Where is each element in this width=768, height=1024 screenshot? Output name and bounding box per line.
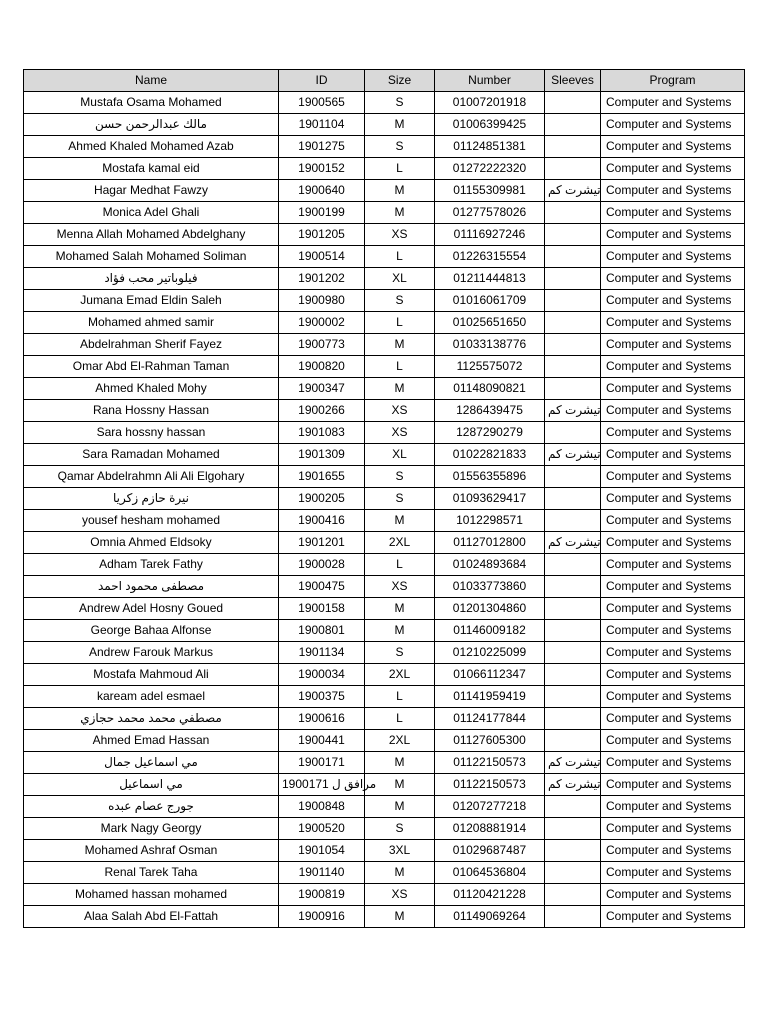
id-cell: 1901201 — [279, 532, 365, 554]
sleeves-cell — [545, 686, 601, 708]
number-cell: 01033138776 — [435, 334, 545, 356]
header-id: ID — [279, 70, 365, 92]
table-row — [24, 422, 745, 444]
sleeves-cell — [545, 598, 601, 620]
id-cell: 1900002 — [279, 312, 365, 334]
size-cell: XS — [365, 400, 435, 422]
name-cell: Ahmed Emad Hassan — [24, 730, 279, 752]
table-row — [24, 510, 745, 532]
size-cell: M — [365, 796, 435, 818]
id-cell: 1900375 — [279, 686, 365, 708]
sleeves-cell — [545, 466, 601, 488]
number-cell: 01148090821 — [435, 378, 545, 400]
program-cell: Computer and Systems — [601, 136, 745, 158]
id-cell: 1901140 — [279, 862, 365, 884]
table-row — [24, 136, 745, 158]
program-cell: Computer and Systems — [601, 92, 745, 114]
program-cell: Computer and Systems — [601, 202, 745, 224]
table-row — [24, 444, 745, 466]
name-cell: Sara Ramadan Mohamed — [24, 444, 279, 466]
number-cell: 01029687487 — [435, 840, 545, 862]
table-row — [24, 752, 745, 774]
name-cell: Mark Nagy Georgy — [24, 818, 279, 840]
id-cell: 1900640 — [279, 180, 365, 202]
table-row — [24, 114, 745, 136]
name-cell: Sara hossny hassan — [24, 422, 279, 444]
table-row — [24, 246, 745, 268]
number-cell: 01007201918 — [435, 92, 545, 114]
number-cell: 01272222320 — [435, 158, 545, 180]
size-cell: XS — [365, 422, 435, 444]
sleeves-cell — [545, 642, 601, 664]
program-cell: Computer and Systems — [601, 510, 745, 532]
sleeves-cell — [545, 290, 601, 312]
sleeves-cell — [545, 730, 601, 752]
name-cell: نيرة حازم زكريا — [24, 488, 279, 510]
size-cell: M — [365, 774, 435, 796]
sleeves-cell — [545, 202, 601, 224]
id-cell: 1900034 — [279, 664, 365, 686]
name-cell: Qamar Abdelrahmn Ali Ali Elgohary — [24, 466, 279, 488]
id-cell: 1901134 — [279, 642, 365, 664]
number-cell: 01127012800 — [435, 532, 545, 554]
sleeves-cell — [545, 356, 601, 378]
id-cell: 1900980 — [279, 290, 365, 312]
id-cell: 1900520 — [279, 818, 365, 840]
name-cell: فيلوباتير محب فؤاد — [24, 268, 279, 290]
size-cell: M — [365, 752, 435, 774]
program-cell: Computer and Systems — [601, 796, 745, 818]
size-cell: M — [365, 510, 435, 532]
program-cell: Computer and Systems — [601, 444, 745, 466]
program-cell: Computer and Systems — [601, 422, 745, 444]
sleeves-cell — [545, 862, 601, 884]
table-row — [24, 906, 745, 928]
number-cell: 01141959419 — [435, 686, 545, 708]
table-row — [24, 378, 745, 400]
table-row — [24, 488, 745, 510]
sleeves-cell — [545, 620, 601, 642]
size-cell: XS — [365, 884, 435, 906]
table-row — [24, 884, 745, 906]
program-cell: Computer and Systems — [601, 862, 745, 884]
id-cell: 1900848 — [279, 796, 365, 818]
number-cell: 01116927246 — [435, 224, 545, 246]
id-cell: 1900347 — [279, 378, 365, 400]
sleeves-cell: تيشرت كم — [545, 532, 601, 554]
program-cell: Computer and Systems — [601, 664, 745, 686]
sleeves-cell — [545, 796, 601, 818]
table-row — [24, 224, 745, 246]
size-cell: S — [365, 466, 435, 488]
number-cell: 01120421228 — [435, 884, 545, 906]
table-row — [24, 466, 745, 488]
id-cell: 1900514 — [279, 246, 365, 268]
size-cell: S — [365, 642, 435, 664]
size-cell: L — [365, 686, 435, 708]
sleeves-cell — [545, 554, 601, 576]
id-cell: 1900819 — [279, 884, 365, 906]
id-cell: 1901104 — [279, 114, 365, 136]
program-cell: Computer and Systems — [601, 774, 745, 796]
program-cell: Computer and Systems — [601, 488, 745, 510]
sleeves-cell — [545, 510, 601, 532]
size-cell: L — [365, 158, 435, 180]
number-cell: 01022821833 — [435, 444, 545, 466]
size-cell: L — [365, 246, 435, 268]
table-body — [24, 92, 745, 928]
table-row — [24, 774, 745, 796]
table-row — [24, 92, 745, 114]
number-cell: 01064536804 — [435, 862, 545, 884]
name-cell: Mustafa Osama Mohamed — [24, 92, 279, 114]
name-cell: kaream adel esmael — [24, 686, 279, 708]
id-cell: 1900916 — [279, 906, 365, 928]
program-cell: Computer and Systems — [601, 224, 745, 246]
number-cell: 01211444813 — [435, 268, 545, 290]
id-cell: 1900158 — [279, 598, 365, 620]
size-cell: 2XL — [365, 730, 435, 752]
name-cell: Menna Allah Mohamed Abdelghany — [24, 224, 279, 246]
table-row — [24, 356, 745, 378]
program-cell: Computer and Systems — [601, 730, 745, 752]
program-cell: Computer and Systems — [601, 840, 745, 862]
number-cell: 01016061709 — [435, 290, 545, 312]
sleeves-cell — [545, 664, 601, 686]
sleeves-cell: تيشرت كم — [545, 774, 601, 796]
sleeves-cell: تيشرت كم — [545, 444, 601, 466]
number-cell: 01127605300 — [435, 730, 545, 752]
size-cell: XL — [365, 268, 435, 290]
table-row — [24, 290, 745, 312]
id-cell: 1900565 — [279, 92, 365, 114]
id-cell: 1901309 — [279, 444, 365, 466]
name-cell: Andrew Farouk Markus — [24, 642, 279, 664]
number-cell: 01066112347 — [435, 664, 545, 686]
id-cell: 1900266 — [279, 400, 365, 422]
number-cell: 01207277218 — [435, 796, 545, 818]
table-row — [24, 796, 745, 818]
program-cell: Computer and Systems — [601, 180, 745, 202]
number-cell: 01146009182 — [435, 620, 545, 642]
size-cell: S — [365, 290, 435, 312]
name-cell: مالك عبدالرحمن حسن — [24, 114, 279, 136]
number-cell: 01093629417 — [435, 488, 545, 510]
sleeves-cell — [545, 224, 601, 246]
program-cell: Computer and Systems — [601, 334, 745, 356]
name-cell: Rana Hossny Hassan — [24, 400, 279, 422]
table-row — [24, 202, 745, 224]
table-row — [24, 686, 745, 708]
sleeves-cell — [545, 334, 601, 356]
number-cell: 01155309981 — [435, 180, 545, 202]
name-cell: Mohamed ahmed samir — [24, 312, 279, 334]
size-cell: 3XL — [365, 840, 435, 862]
name-cell: مي اسماعيل جمال — [24, 752, 279, 774]
program-cell: Computer and Systems — [601, 620, 745, 642]
sleeves-cell — [545, 708, 601, 730]
name-cell: Mostafa Mahmoud Ali — [24, 664, 279, 686]
name-cell: Andrew Adel Hosny Goued — [24, 598, 279, 620]
table-row — [24, 708, 745, 730]
id-cell: 1900152 — [279, 158, 365, 180]
program-cell: Computer and Systems — [601, 554, 745, 576]
size-cell: XS — [365, 576, 435, 598]
sleeves-cell: تيشرت كم — [545, 752, 601, 774]
table-row — [24, 268, 745, 290]
sleeves-cell — [545, 576, 601, 598]
number-cell: 01122150573 — [435, 774, 545, 796]
table-row — [24, 180, 745, 202]
program-cell: Computer and Systems — [601, 268, 745, 290]
number-cell: 1286439475 — [435, 400, 545, 422]
program-cell: Computer and Systems — [601, 598, 745, 620]
id-cell: 1900441 — [279, 730, 365, 752]
id-cell: 1900616 — [279, 708, 365, 730]
table-row — [24, 642, 745, 664]
name-cell: جورج عصام عبده — [24, 796, 279, 818]
table-row — [24, 818, 745, 840]
program-cell: Computer and Systems — [601, 290, 745, 312]
sleeves-cell — [545, 246, 601, 268]
name-cell: Renal Tarek Taha — [24, 862, 279, 884]
number-cell: 1125575072 — [435, 356, 545, 378]
id-cell: 1900475 — [279, 576, 365, 598]
number-cell: 01033773860 — [435, 576, 545, 598]
id-cell: 1901083 — [279, 422, 365, 444]
table-row — [24, 334, 745, 356]
id-cell: 1900205 — [279, 488, 365, 510]
name-cell: Omar Abd El-Rahman Taman — [24, 356, 279, 378]
size-cell: M — [365, 906, 435, 928]
sleeves-cell — [545, 158, 601, 180]
size-cell: 2XL — [365, 532, 435, 554]
size-cell: L — [365, 356, 435, 378]
header-name: Name — [24, 70, 279, 92]
sleeves-cell: تيشرت كم — [545, 400, 601, 422]
size-cell: M — [365, 378, 435, 400]
sleeves-cell — [545, 818, 601, 840]
number-cell: 01024893684 — [435, 554, 545, 576]
size-cell: S — [365, 488, 435, 510]
number-cell: 01201304860 — [435, 598, 545, 620]
name-cell: Mostafa kamal eid — [24, 158, 279, 180]
header-size: Size — [365, 70, 435, 92]
size-cell: L — [365, 312, 435, 334]
number-cell: 01149069264 — [435, 906, 545, 928]
sleeves-cell — [545, 378, 601, 400]
table-row — [24, 730, 745, 752]
sleeves-cell — [545, 114, 601, 136]
table-row — [24, 664, 745, 686]
id-cell: 1901054 — [279, 840, 365, 862]
name-cell: yousef hesham mohamed — [24, 510, 279, 532]
program-cell: Computer and Systems — [601, 114, 745, 136]
program-cell: Computer and Systems — [601, 818, 745, 840]
name-cell: Omnia Ahmed Eldsoky — [24, 532, 279, 554]
program-cell: Computer and Systems — [601, 752, 745, 774]
size-cell: M — [365, 620, 435, 642]
program-cell: Computer and Systems — [601, 400, 745, 422]
id-cell: مرافق ل 1900171 — [279, 774, 365, 796]
size-cell: M — [365, 114, 435, 136]
id-cell: 1901275 — [279, 136, 365, 158]
program-cell: Computer and Systems — [601, 356, 745, 378]
number-cell: 01006399425 — [435, 114, 545, 136]
size-cell: M — [365, 598, 435, 620]
number-cell: 01124177844 — [435, 708, 545, 730]
header-number: Number — [435, 70, 545, 92]
number-cell: 1012298571 — [435, 510, 545, 532]
table-row — [24, 576, 745, 598]
program-cell: Computer and Systems — [601, 906, 745, 928]
id-cell: 1900801 — [279, 620, 365, 642]
table-row — [24, 532, 745, 554]
name-cell: Mohamed hassan mohamed — [24, 884, 279, 906]
number-cell: 01124851381 — [435, 136, 545, 158]
table-row — [24, 598, 745, 620]
table-row — [24, 554, 745, 576]
name-cell: Monica Adel Ghali — [24, 202, 279, 224]
number-cell: 01210225099 — [435, 642, 545, 664]
program-cell: Computer and Systems — [601, 708, 745, 730]
size-cell: XL — [365, 444, 435, 466]
sleeves-cell — [545, 136, 601, 158]
program-cell: Computer and Systems — [601, 466, 745, 488]
id-cell: 1901205 — [279, 224, 365, 246]
table-row — [24, 862, 745, 884]
number-cell: 1287290279 — [435, 422, 545, 444]
name-cell: Alaa Salah Abd El-Fattah — [24, 906, 279, 928]
id-cell: 1900199 — [279, 202, 365, 224]
size-cell: S — [365, 92, 435, 114]
name-cell: Ahmed Khaled Mohamed Azab — [24, 136, 279, 158]
name-cell: Hagar Medhat Fawzy — [24, 180, 279, 202]
size-cell: M — [365, 202, 435, 224]
program-cell: Computer and Systems — [601, 642, 745, 664]
name-cell: مصطفى محمود احمد — [24, 576, 279, 598]
sleeves-cell — [545, 312, 601, 334]
name-cell: Mohamed Ashraf Osman — [24, 840, 279, 862]
program-cell: Computer and Systems — [601, 686, 745, 708]
id-cell: 1901655 — [279, 466, 365, 488]
number-cell: 01226315554 — [435, 246, 545, 268]
size-cell: S — [365, 136, 435, 158]
size-cell: XS — [365, 224, 435, 246]
name-cell: Jumana Emad Eldin Saleh — [24, 290, 279, 312]
table-row — [24, 840, 745, 862]
sleeves-cell — [545, 268, 601, 290]
sleeves-cell — [545, 488, 601, 510]
size-cell: S — [365, 818, 435, 840]
id-cell: 1900773 — [279, 334, 365, 356]
sleeves-cell — [545, 422, 601, 444]
size-cell: M — [365, 180, 435, 202]
table-row — [24, 312, 745, 334]
table-row — [24, 620, 745, 642]
table-row — [24, 158, 745, 180]
number-cell: 01208881914 — [435, 818, 545, 840]
number-cell: 01025651650 — [435, 312, 545, 334]
program-cell: Computer and Systems — [601, 158, 745, 180]
name-cell: Mohamed Salah Mohamed Soliman — [24, 246, 279, 268]
table-row — [24, 400, 745, 422]
program-cell: Computer and Systems — [601, 576, 745, 598]
name-cell: مي اسماعيل — [24, 774, 279, 796]
id-cell: 1900416 — [279, 510, 365, 532]
name-cell: Abdelrahman Sherif Fayez — [24, 334, 279, 356]
number-cell: 01556355896 — [435, 466, 545, 488]
size-cell: L — [365, 708, 435, 730]
id-cell: 1900820 — [279, 356, 365, 378]
name-cell: George Bahaa Alfonse — [24, 620, 279, 642]
name-cell: Adham Tarek Fathy — [24, 554, 279, 576]
sleeves-cell — [545, 906, 601, 928]
name-cell: مصطفي محمد محمد حجازي — [24, 708, 279, 730]
number-cell: 01122150573 — [435, 752, 545, 774]
program-cell: Computer and Systems — [601, 378, 745, 400]
program-cell: Computer and Systems — [601, 246, 745, 268]
id-cell: 1900028 — [279, 554, 365, 576]
size-cell: M — [365, 334, 435, 356]
header-sleeves: Sleeves — [545, 70, 601, 92]
size-cell: L — [365, 554, 435, 576]
header-row — [24, 70, 745, 92]
header-program: Program — [601, 70, 745, 92]
sleeves-cell — [545, 840, 601, 862]
registration-table — [23, 69, 745, 928]
program-cell: Computer and Systems — [601, 532, 745, 554]
sleeves-cell — [545, 884, 601, 906]
size-cell: 2XL — [365, 664, 435, 686]
program-cell: Computer and Systems — [601, 312, 745, 334]
size-cell: M — [365, 862, 435, 884]
number-cell: 01277578026 — [435, 202, 545, 224]
id-cell: 1901202 — [279, 268, 365, 290]
sleeves-cell — [545, 92, 601, 114]
id-cell: 1900171 — [279, 752, 365, 774]
sleeves-cell: تيشرت كم — [545, 180, 601, 202]
program-cell: Computer and Systems — [601, 884, 745, 906]
name-cell: Ahmed Khaled Mohy — [24, 378, 279, 400]
